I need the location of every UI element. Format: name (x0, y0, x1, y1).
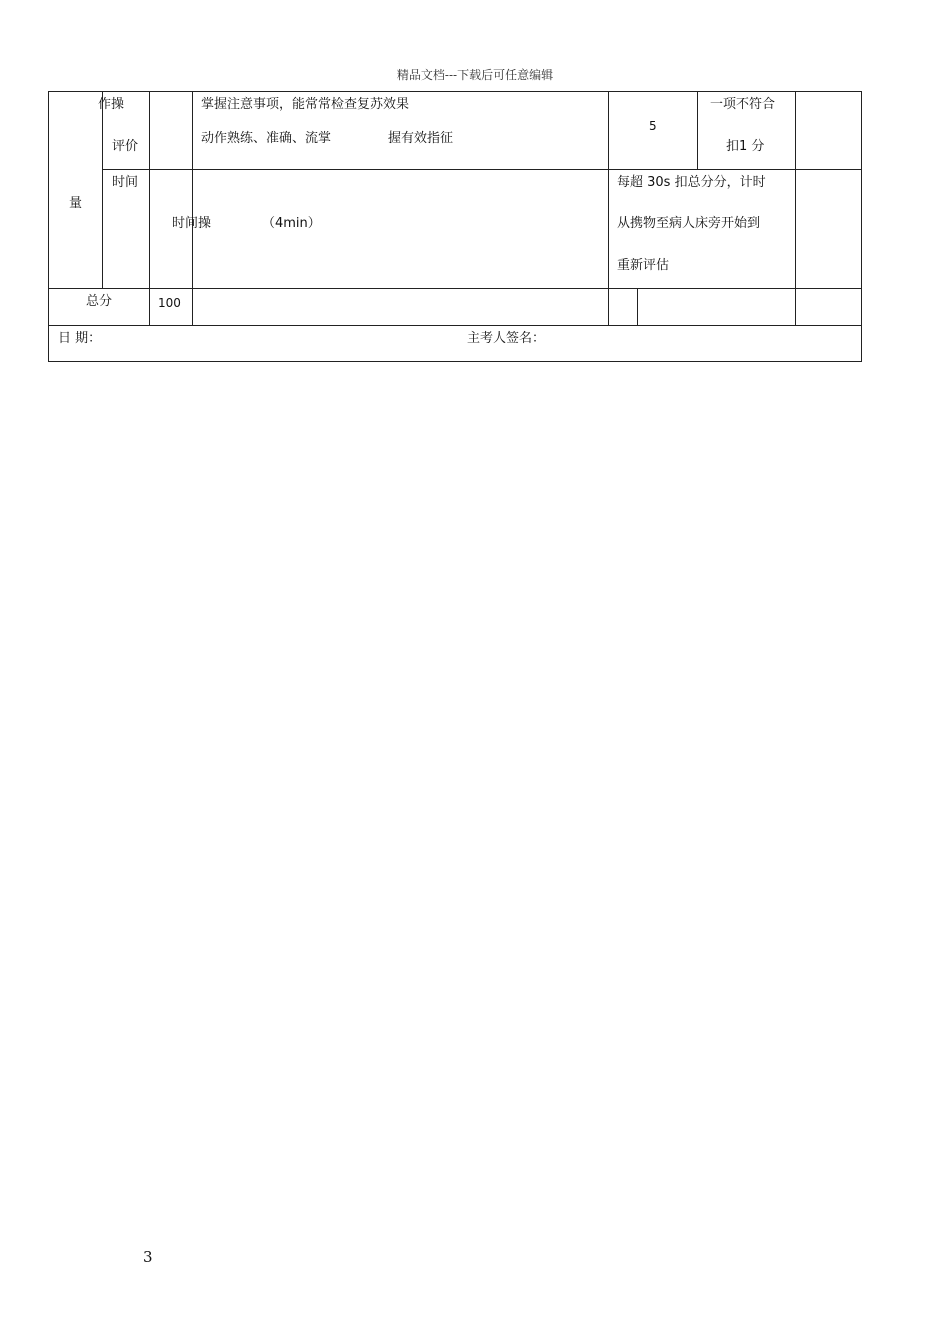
time-item-label: 时间 (112, 175, 139, 190)
time-deduction-line2: 从携物至病人床旁开始到 (617, 216, 761, 231)
time-requirement-a: 时间操 (172, 216, 212, 231)
item-label-line1: 作操 (98, 97, 125, 112)
time-deduction-line1: 每超 30s 扣总分分，计时 (617, 175, 766, 190)
page-header: 精品文档---下载后可任意编辑 (396, 68, 554, 82)
requirement-line1: 掌握注意事项，能常常检查复苏效果 (201, 97, 410, 112)
total-label: 总分 (86, 294, 113, 309)
total-value: 100 (158, 296, 181, 310)
category-label: 量 (69, 196, 83, 211)
requirement-line2b: 握有效指征 (388, 131, 454, 146)
score-value: 5 (649, 119, 657, 133)
time-requirement-b: （4min） (262, 216, 321, 231)
time-deduction-line3: 重新评估 (617, 258, 670, 273)
deduction-line2: 扣1 分 (726, 139, 765, 154)
requirement-line2a: 动作熟练、准确、流掌 (201, 131, 332, 146)
date-label: 日 期： (58, 331, 102, 346)
page-number: 3 (143, 1248, 153, 1266)
examiner-signature-label: 主考人签名： (467, 331, 546, 346)
deduction-line1: 一项不符合 (710, 97, 776, 112)
item-label-line2: 评价 (112, 139, 139, 154)
